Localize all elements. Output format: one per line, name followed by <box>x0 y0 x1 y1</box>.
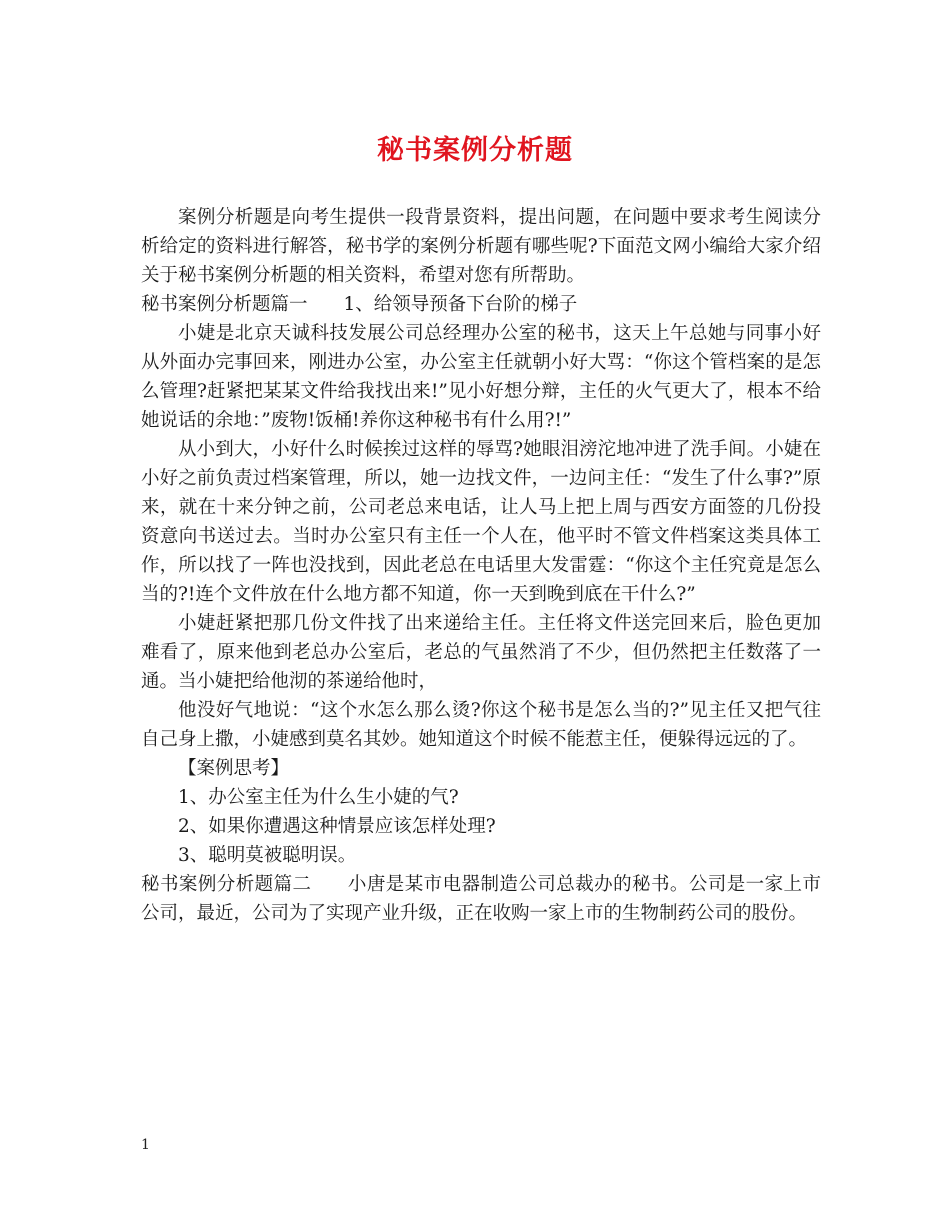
case2-paragraph-1 <box>141 870 821 928</box>
case1-paragraph-4: 他没好气地说：“这个水怎么那么烫?你这个秘书是怎么当的?”见主任又把气往自己身上撒，小婕感到莫名其妙。她知道这个时候不能惹主任，便躲得远远的了。 <box>141 700 821 750</box>
intro-paragraph: 案例分析题是向考生提供一段背景资料，提出问题，在问题中要求考生阅读分析给定的资料进行解答，秘书学的案例分析题有哪些呢?下面范文网小编给大家介绍关于秘书案例分析题的相关资料，希望对您有所帮助。 <box>141 207 821 286</box>
case1-heading-line <box>141 290 821 319</box>
reflection-heading: 【案例思考】 <box>178 758 290 779</box>
case2-heading: 秘书案例分析题篇二 <box>141 874 312 895</box>
question-3: 3、聪明莫被聪明误。 <box>178 845 357 866</box>
case1-subheading: 1、给领导预备下台阶的梯子 <box>343 294 578 315</box>
document-body <box>141 203 821 928</box>
case1-paragraph-3: 小婕赶紧把那几份文件找了出来递给主任。主任将文件送完回来后，脸色更加难看了，原来他到老总办公室后，老总的气虽然消了不少，但仍然把主任数落了一通。当小婕把给他沏的茶递给他时， <box>141 613 821 692</box>
case1-paragraph-2: 从小到大，小好什么时候挨过这样的辱骂?她眼泪滂沱地冲进了洗手间。小婕在小好之前负责过档案管理，所以，她一边找文件，一边问主任：“发生了什么事?”原来，就在十来分钟之前，公司老总来电话，让人马上把上周与西安方面签的几份投资意向书送过去。当时办公室只有主任一个人在，他平时不管文件档案这类具体工作，所以找了一阵也没找到，因此老总在电话里大发雷霆：“你这个主任究竟是怎么当的?!连个文件放在什么地方都不知道，你一天到晚到底在干什么?” <box>141 439 821 605</box>
case2-text: 小唐是某市电器制造公司总裁办的秘书。公司是一家上市公司，最近，公司为了实现产业升级，正在收购一家上市的生物制药公司的股份。 <box>141 874 821 924</box>
question-2: 2、如果你遭遇这种情景应该怎样处理? <box>178 816 496 837</box>
question-1: 1、办公室主任为什么生小婕的气? <box>178 787 459 808</box>
document-title: 秘书案例分析题 <box>377 135 573 166</box>
case1-paragraph-1: 小婕是北京天诚科技发展公司总经理办公室的秘书，这天上午总她与同事小好从外面办完事回来，刚进办公室，办公室主任就朝小好大骂：“你这个管档案的是怎么管理?赶紧把某某文件给我找出来!”见小好想分辩，主任的火气更大了，根本不给她说话的余地：”废物!饭桶!养你这种秘书有什么用?!” <box>141 323 821 431</box>
case1-heading: 秘书案例分析题篇一 <box>141 294 308 315</box>
page-number: 1 <box>141 1137 150 1153</box>
